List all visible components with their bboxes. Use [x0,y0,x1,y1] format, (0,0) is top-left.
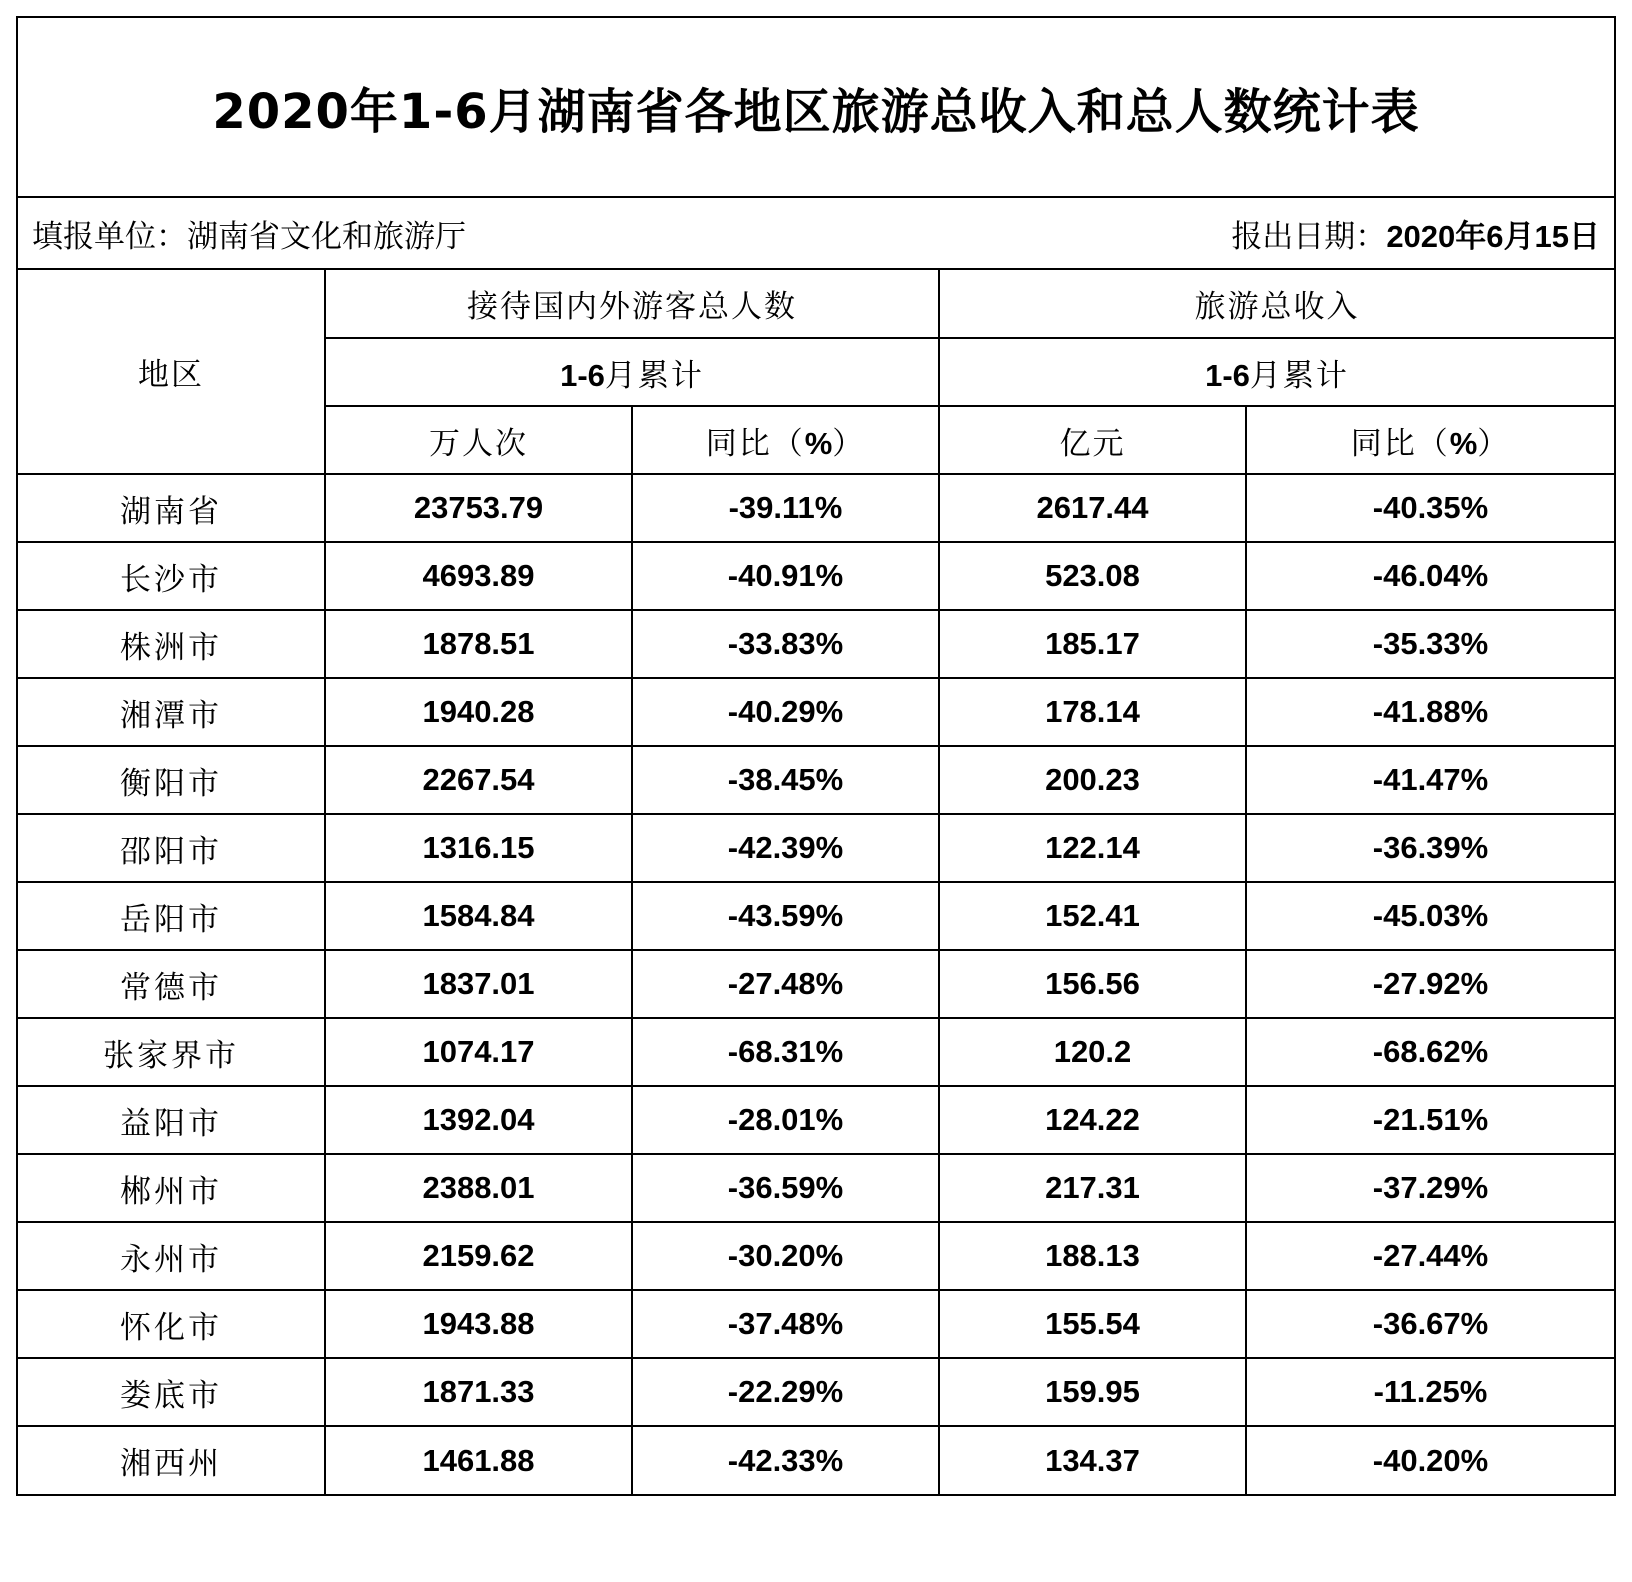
cell-revenue: 124.22 [939,1086,1246,1154]
cumulative-range: 1-6 [1205,357,1250,393]
cell-region: 常德市 [18,950,325,1018]
table-row [18,1154,1614,1222]
table-row [18,1358,1614,1426]
cell-revenue: 134.37 [939,1426,1246,1494]
cell-visitors-yoy: -42.33% [632,1426,939,1494]
cell-visitors-yoy: -36.59% [632,1154,939,1222]
table-row [18,1426,1614,1494]
cell-visitors: 4693.89 [325,542,632,610]
yoy-suffix: ） [832,425,866,462]
reporter-label: 填报单位： [32,218,187,255]
table-row [18,950,1614,1018]
cell-visitors: 1461.88 [325,1426,632,1494]
reporter-info [32,211,466,256]
cell-revenue-yoy: -40.20% [1246,1426,1614,1494]
statistics-sheet [16,16,1616,1496]
cell-visitors: 1074.17 [325,1018,632,1086]
table-row [18,814,1614,882]
yoy-prefix: 同比（ [1350,425,1450,462]
cell-visitors: 2388.01 [325,1154,632,1222]
cell-visitors-yoy: -37.48% [632,1290,939,1358]
cell-revenue-yoy: -27.92% [1246,950,1614,1018]
cumulative-text: 月累计 [604,357,704,394]
cell-visitors: 2267.54 [325,746,632,814]
cell-visitors: 1392.04 [325,1086,632,1154]
cell-region: 株洲市 [18,610,325,678]
cell-revenue-yoy: -27.44% [1246,1222,1614,1290]
cell-region: 岳阳市 [18,882,325,950]
cell-revenue-yoy: -11.25% [1246,1358,1614,1426]
cell-revenue-yoy: -36.39% [1246,814,1614,882]
title-row [18,18,1614,198]
header-revenue-group: 旅游总收入 [939,270,1614,338]
date-value: 2020年6月15日 [1386,218,1600,254]
cell-revenue: 200.23 [939,746,1246,814]
cell-revenue: 120.2 [939,1018,1246,1086]
cell-visitors-yoy: -43.59% [632,882,939,950]
cell-revenue: 523.08 [939,542,1246,610]
table-row [18,1018,1614,1086]
cell-revenue: 188.13 [939,1222,1246,1290]
cell-revenue: 217.31 [939,1154,1246,1222]
table-row [18,1222,1614,1290]
table-row [18,542,1614,610]
table-row [18,678,1614,746]
page-title: 2020年1-6月湖南省各地区旅游总收入和总人数统计表 [212,83,1420,140]
cell-revenue-yoy: -37.29% [1246,1154,1614,1222]
yoy-suffix: ） [1477,425,1511,462]
cell-visitors: 2159.62 [325,1222,632,1290]
cell-revenue-yoy: -40.35% [1246,474,1614,542]
cell-region: 邵阳市 [18,814,325,882]
cell-visitors-yoy: -33.83% [632,610,939,678]
cell-visitors: 1878.51 [325,610,632,678]
cumulative-range: 1-6 [560,357,605,393]
cell-revenue-yoy: -45.03% [1246,882,1614,950]
cell-revenue-yoy: -41.88% [1246,678,1614,746]
statistics-table [18,270,1614,1494]
cell-revenue-yoy: -36.67% [1246,1290,1614,1358]
header-revenue-yoy [1246,406,1614,474]
cell-visitors-yoy: -38.45% [632,746,939,814]
yoy-percent-sign: % [804,425,833,461]
cell-visitors-yoy: -28.01% [632,1086,939,1154]
cell-revenue-yoy: -41.47% [1246,746,1614,814]
cell-visitors: 1316.15 [325,814,632,882]
cell-revenue-yoy: -68.62% [1246,1018,1614,1086]
header-region: 地区 [18,270,325,474]
cell-region: 永州市 [18,1222,325,1290]
cell-revenue: 178.14 [939,678,1246,746]
yoy-prefix: 同比（ [705,425,805,462]
table-row [18,474,1614,542]
cell-region: 湘西州 [18,1426,325,1494]
cell-visitors-yoy: -30.20% [632,1222,939,1290]
cell-revenue: 185.17 [939,610,1246,678]
header-revenue-unit: 亿元 [939,406,1246,474]
table-row [18,1086,1614,1154]
cell-visitors-yoy: -68.31% [632,1018,939,1086]
table-row [18,610,1614,678]
table-row [18,1290,1614,1358]
cell-revenue: 155.54 [939,1290,1246,1358]
header-row-1 [18,270,1614,338]
cell-region: 湖南省 [18,474,325,542]
cell-region: 衡阳市 [18,746,325,814]
reporter-value: 湖南省文化和旅游厅 [187,218,466,255]
cell-revenue-yoy: -46.04% [1246,542,1614,610]
cell-revenue-yoy: -35.33% [1246,610,1614,678]
header-visitors-yoy [632,406,939,474]
header-visitors-group: 接待国内外游客总人数 [325,270,939,338]
cell-visitors-yoy: -27.48% [632,950,939,1018]
date-label: 报出日期： [1231,218,1387,255]
cell-visitors: 1871.33 [325,1358,632,1426]
header-visitors-unit: 万人次 [325,406,632,474]
cell-visitors-yoy: -22.29% [632,1358,939,1426]
yoy-percent-sign: % [1449,425,1478,461]
cell-revenue: 2617.44 [939,474,1246,542]
cell-visitors: 1584.84 [325,882,632,950]
cell-revenue: 159.95 [939,1358,1246,1426]
cell-visitors: 1837.01 [325,950,632,1018]
cell-region: 张家界市 [18,1018,325,1086]
cell-revenue: 152.41 [939,882,1246,950]
cell-revenue: 156.56 [939,950,1246,1018]
cell-visitors-yoy: -40.29% [632,678,939,746]
header-revenue-cumulative [939,338,1614,406]
table-row [18,746,1614,814]
cell-region: 湘潭市 [18,678,325,746]
cell-region: 娄底市 [18,1358,325,1426]
meta-row [18,198,1614,270]
cell-region: 怀化市 [18,1290,325,1358]
header-visitors-cumulative [325,338,939,406]
cell-visitors: 23753.79 [325,474,632,542]
cell-visitors: 1940.28 [325,678,632,746]
table-row [18,882,1614,950]
report-date-info [1231,211,1600,256]
cell-region: 郴州市 [18,1154,325,1222]
cell-visitors-yoy: -42.39% [632,814,939,882]
cell-visitors-yoy: -39.11% [632,474,939,542]
cell-visitors: 1943.88 [325,1290,632,1358]
cell-revenue-yoy: -21.51% [1246,1086,1614,1154]
cell-visitors-yoy: -40.91% [632,542,939,610]
cumulative-text: 月累计 [1249,357,1349,394]
cell-region: 长沙市 [18,542,325,610]
cell-region: 益阳市 [18,1086,325,1154]
cell-revenue: 122.14 [939,814,1246,882]
